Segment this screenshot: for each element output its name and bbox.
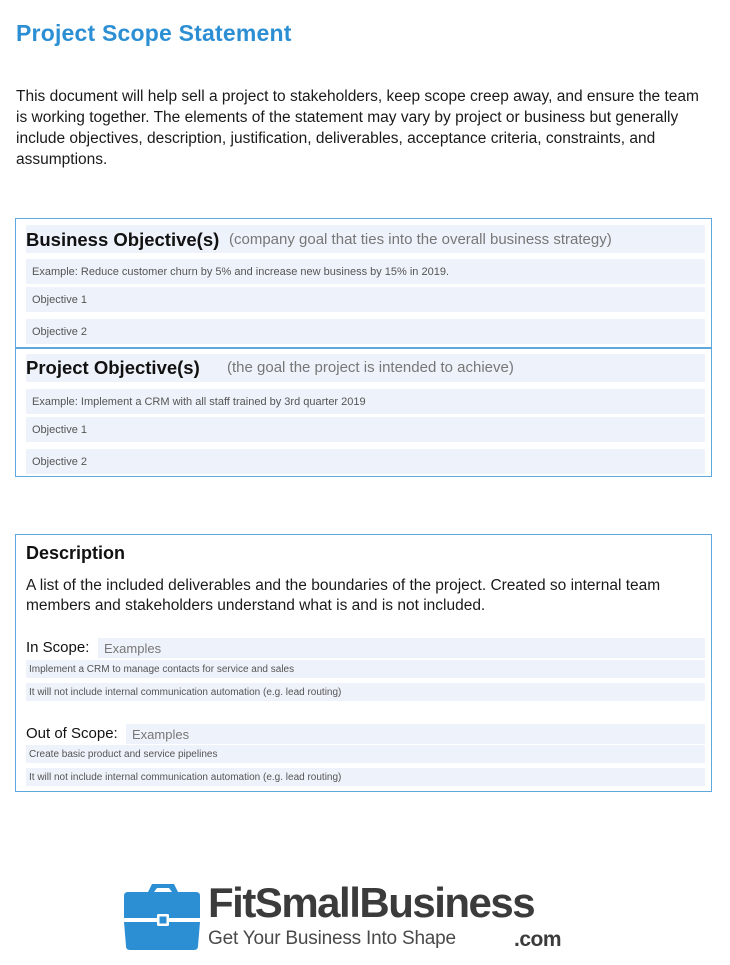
business-example-row[interactable]: Example: Reduce customer churn by 5% and increase new business by 15% in 2019.: [26, 259, 705, 284]
business-objectives-section: [15, 218, 712, 348]
page-title: Project Scope Statement: [16, 20, 292, 46]
project-objectives-heading: Project Objective(s): [26, 357, 200, 378]
in-scope-examples: Examples: [104, 641, 162, 656]
description-heading: Description: [26, 543, 126, 563]
project-objectives-section: [15, 348, 712, 477]
in-scope-row-2[interactable]: It will not include internal communication automation (e.g. lead routing): [26, 683, 705, 701]
business-objective-1-row[interactable]: Objective 1: [26, 287, 705, 312]
briefcase-icon: [122, 882, 202, 952]
project-objective-2-row[interactable]: Objective 2: [26, 449, 705, 474]
in-scope-row-1[interactable]: Implement a CRM to manage contacts for service and sales: [26, 660, 705, 678]
project-objective-1-row[interactable]: Objective 1: [26, 417, 705, 442]
intro-paragraph: This document will help sell a project to stakeholders, keep scope creep away, and ensure the team is working together. The elements of the statement may vary by project or business but generally include objectives, description, justification, deliverables, acceptance criteria, constraints, and assumptions.: [16, 88, 699, 168]
project-objectives-hint: (the goal the project is intended to achieve): [227, 359, 514, 376]
out-scope-row-2[interactable]: It will not include internal communication automation (e.g. lead routing): [26, 768, 705, 786]
out-scope-row-1[interactable]: Create basic product and service pipelines: [26, 745, 705, 763]
in-scope-examples-field[interactable]: [98, 638, 705, 658]
out-scope-examples: Examples: [132, 727, 190, 742]
fitsmallbusiness-logo: [122, 880, 572, 955]
business-objectives-hint: (company goal that ties into the overall business strategy): [229, 231, 612, 248]
out-scope-examples-field[interactable]: [126, 724, 705, 744]
business-objectives-heading: Business Objective(s): [26, 229, 220, 250]
description-body: A list of the included deliverables and the boundaries of the project. Created so internal team members and stakeholders understand what is and is not included.: [26, 577, 661, 614]
brand-tagline: Get Your Business Into Shape: [208, 928, 456, 949]
brand-dotcom: .com: [514, 928, 562, 951]
brand-name: FitSmallBusiness: [208, 879, 535, 926]
out-scope-label: Out of Scope:: [26, 725, 118, 742]
description-section: [15, 534, 712, 792]
project-example-row[interactable]: Example: Implement a CRM with all staff trained by 3rd quarter 2019: [26, 389, 705, 414]
business-objective-2-row[interactable]: Objective 2: [26, 319, 705, 344]
in-scope-label: In Scope:: [26, 639, 90, 656]
